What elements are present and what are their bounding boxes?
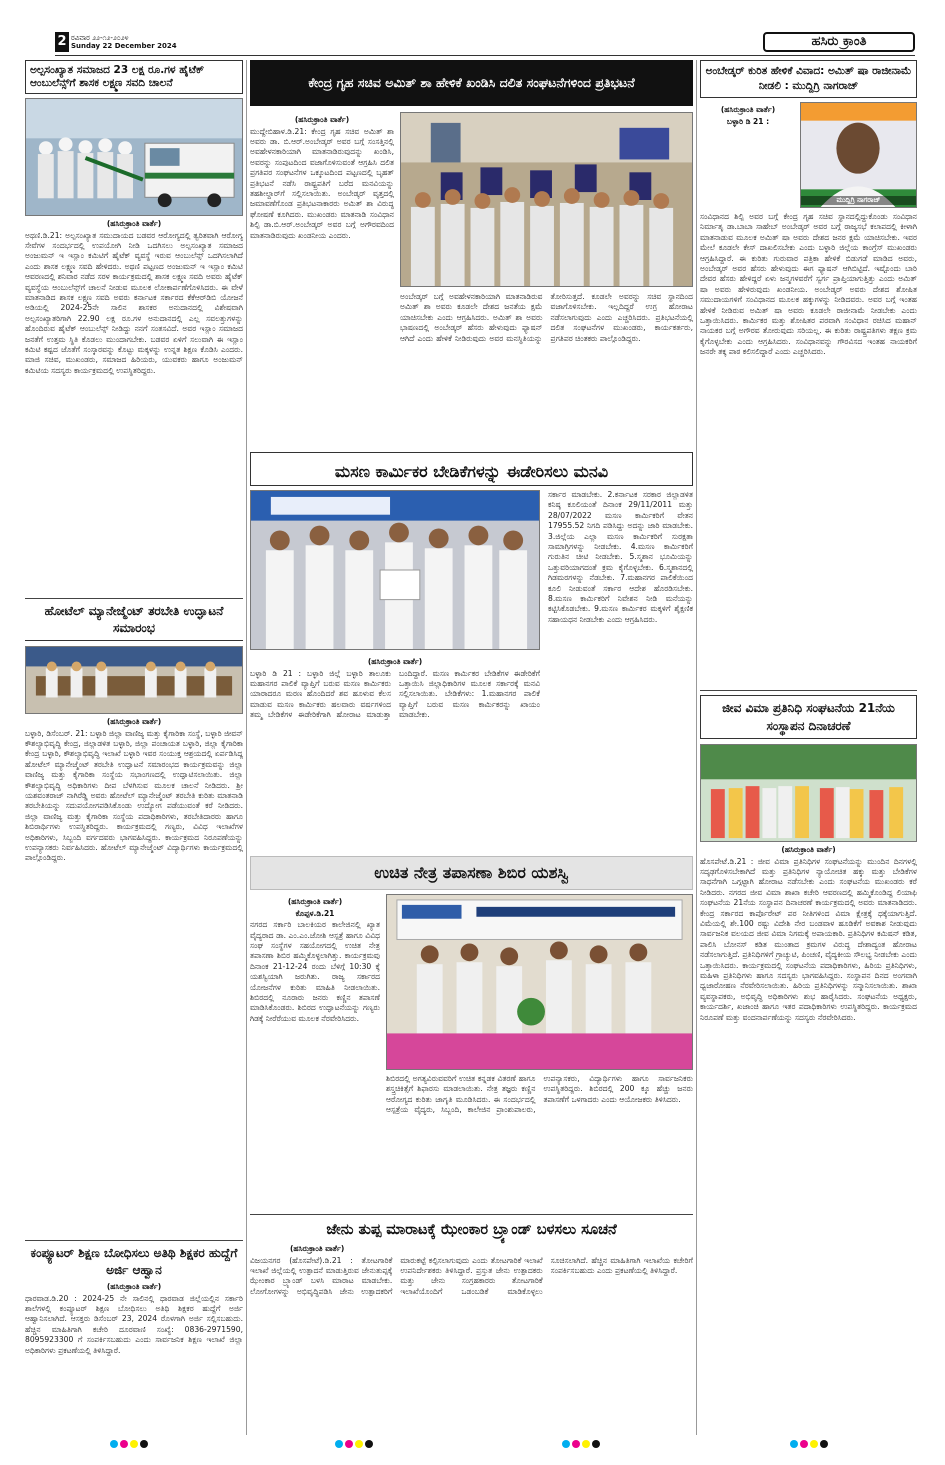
black-mark <box>820 1440 828 1448</box>
article-body: ಸಂವಿಧಾನದ ಶಿಲ್ಪಿ ಅವರ ಬಗ್ಗೆ ಕೇಂದ್ರ ಗೃಹ ಸಚಿವ ಸ್ಥಾನದಲ್ಲಿದ್ದುಕೊಂಡು ಸಂವಿಧಾನ ನಿರ್ಮಾತೃ ಡಾ.ಬಾಬಾ ಸಾಹೇಬ್ ಅಂಬೇಡ್ಕರ್ ಅವರ ಬಗ್ಗೆ ರಾಜ್ಯಸಭೆ ಕಲಾಪದಲ್ಲಿ ಕೀಳಾಗಿ ಮಾತನಾಡುವ ಮೂಲಕ ಅಮಿತ್ ಷಾ ಅವರು ದೇಶದ ಜನರ ಕ್ಷಮೆ ಯಾಚಿಸಬೇಕು. ಇವರ ಮೇಲೆ ಕೂಡಲೇ ಕೇಸ್ ದಾಖಲಿಸಬೇಕು ಎಂದು ಬಳ್ಳಾರಿ ಜಿಲ್ಲೆಯ ಕಾಂಗ್ರೆಸ್ ಮುಖಂಡರು ಆಗ್ರಹಿಸಿದ್ದಾರೆ. ಈ ಕುರಿತು ಗುರುವಾರ ಪತ್ರಿಕಾ ಹೇಳಿಕೆ ಬಿಡುಗಡೆ ಮಾಡಿದ ಅವರು, ಅಂಬೇಡ್ಕರ್ ಅವರ ಹೆಸರು ಹೇಳುವುದು ಈಗ ಫ್ಯಾಷನ್ ಆಗಿಬಿಟ್ಟಿದೆ. ಇಷ್ಟೊಂದು ಬಾರಿ ದೇವರ ಹೆಸರು ಹೇಳಿದ್ದರೆ ಏಳು ಜನ್ಮಗಳವರೆಗೆ ಸ್ವರ್ಗ ಪ್ರಾಪ್ತಿಯಾಗುತ್ತಿತ್ತು ಎಂದು ಅಮಿತ್ ಷಾ ಅವರು ಹೇಳಿರುವುದು ಖಂಡನೀಯ. ಅಂಬೇಡ್ಕರ್ ಅವರು ದೇಶದ ಶೋಷಿತ ಸಮುದಾಯಗಳಿಗೆ ಸಂವಿಧಾನದ ಮೂಲಕ ಹಕ್ಕುಗಳನ್ನು ನೀಡಿದವರು. ಅವರ ಬಗ್ಗೆ ಇಂತಹ ಹೇಳಿಕೆ ನೀಡಿರುವ ಅಮಿತ್ ಷಾ ಅವರು ಕೂಡಲೇ ರಾಜೀನಾಮೆ ನೀಡಬೇಕು ಎಂದು ಒತ್ತಾಯಿಸಿದರು. ಕಾರ್ಮಿಕರ ಮತ್ತು ಶೋಷಿತರ ಪರವಾಗಿ ಸಂವಿಧಾನ ರಚಿಸಿದ ಮಹಾನ್ ನಾಯಕರ ಬಗ್ಗೆ ಅಗೌರವ ತೋರುವುದು ಸರಿಯಲ್ಲ. ಈ ಕುರಿತು ರಾಷ್ಟ್ರಪತಿಗಳು ತಕ್ಷಣ ಕ್ರಮ ಕೈಗೊಳ್ಳಬೇಕು ಎಂದು ಆಗ್ರಹಿಸಿದರು. ಸಂವಿಧಾನವನ್ನು ಗೌರವಿಸದ ಇಂತಹ ನಾಯಕರಿಗೆ ಜನರೇ ತಕ್ಕ ಪಾಠ ಕಲಿಸಲಿದ್ದಾರೆ ಎಂದು ಎಚ್ಚರಿಸಿದರು. <box>700 212 917 357</box>
article-body: ಅಥಣಿ.ಡಿ.21: ಅಲ್ಪಸಂಖ್ಯಾತ ಸಮುದಾಯದ ಬಡವರ ಆರೋಗ್ಯದಲ್ಲಿ ತ್ವರಿತವಾಗಿ ಆರೋಗ್ಯ ಸೇವೆಗಳ ಸಂದರ್ಭದಲ್ಲಿ ಉಪಯೋಗಿ ನೀಡಿ ಒದಗಿಸಲು ಅಲ್ಪಸಂಖ್ಯಾತ ಸಮಾಜದ ಅಂಜುಮನ್ ಇ ಇಸ್ಲಾಂ ಕಮಿಟಿಗೆ ಹೈಟೆಕ್ ವ್ಯವಸ್ಥೆ ಇರುವ ಆಂಬುಲೆನ್ಸ್ ಒದಗಿಸಲಾಗಿದೆ ಎಂದು ಶಾಸಕ ಲಕ್ಷ್ಮಣ ಸವದಿ ಹೇಳಿದರು. ಅಥಣಿ ಪಟ್ಟಣದ ಅಂಜುಮನ್ ಇ ಇಸ್ಲಾಂ ಕಮಿಟಿ ಆವರಣದಲ್ಲಿ ಶನಿವಾರ ನಡೆದ ಸರಳ ಕಾರ್ಯಕ್ರಮದಲ್ಲಿ ಶಾಸಕ ಲಕ್ಷ್ಮಣ ಸವದಿ ಅವರು ಹೈಟೆಕ್ ವ್ಯವಸ್ಥೆಯ ಆಂಬುಲೆನ್ಸ್‌ಗೆ ಚಾಲನೆ ನೀಡುವ ಮೂಲಕ ಲೋಕಾರ್ಪಣೆಗೊಳಿಸಿದರು. ಈ ವೇಳೆ ಮಾತನಾಡಿದ ಶಾಸಕ ಲಕ್ಷ್ಮಣ ಸವದಿ ಅವರು ಕರ್ನಾಟಕ ಸರ್ಕಾರದ ಕೆಕೆಆರ್‌ಡಿಬಿ ಯೋಜನೆ ಅಡಿಯಲ್ಲಿ 2024-25ನೇ ಸಾಲಿನ ಶಾಸಕರ ಅನುದಾನದಲ್ಲಿ ವಿಶೇಷವಾಗಿ ಅಲ್ಪಸಂಖ್ಯಾತರಿಗಾಗಿ 22.90 ಲಕ್ಷ ರೂ.ಗಳ ಅನುದಾನದಲ್ಲಿ ಎಲ್ಲ ಸವಲತ್ತುಗಳನ್ನು ಹೊಂದಿರುವ ಹೈಟೆಕ್ ಆಂಬುಲೆನ್ಸ್ ನೀಡಿದ್ದು ನನಗೆ ಸಂತಸವಿದೆ. ಅವರ ಇಸ್ಲಾಂ ಸಮಾಜದ ಜನತೆಗೆ ಉತ್ತಮ ಸ್ಥಿತಿ ಕೊಡಲು ಮುಂದಾಗಬೇಕು. ಬಡವರ ಏಳಿಗೆ ಸಲುವಾಗಿ ಈ ಇಸ್ಲಾಂ ಕಮಿಟಿ ಕಷ್ಟದ ಜೊತೆಗೆ ಸಂಸ್ಕಾರವನ್ನು ಕೊಟ್ಟು ಮಕ್ಕಳನ್ನು ಉನ್ನತ ಶಿಕ್ಷಣ ಕೊಡಿಸಿ ಎಂದರು. ಮಾಜಿ ಸಚಿವ, ಮುಖಂಡರು, ಸಮಾಜದ ಹಿರಿಯರು, ಯುವಕರು ಹಾಗೂ ಅಂಜುಮನ್ ಕಮಿಟಿಯ ಸದಸ್ಯರು ಕಾರ್ಯಕ್ರಮದಲ್ಲಿ ಉಪಸ್ಥಿತರಿದ್ದರು. <box>25 230 243 375</box>
article-body: ಧಾರವಾಡ.ಡಿ.20 : 2024-25 ನೇ ಸಾಲಿನಲ್ಲಿ ಧಾರವಾಡ ಜಿಲ್ಲೆಯಲ್ಲಿನ ಸರ್ಕಾರಿ ಶಾಲೆಗಳಲ್ಲಿ ಕಂಪ್ಯೂಟರ್ ಶಿಕ್ಷಣ ಬೋಧಿಸಲು ಅತಿಥಿ ಶಿಕ್ಷಕರ ಹುದ್ದೆಗೆ ಅರ್ಜಿ ಆಹ್ವಾನಿಸಲಾಗಿದೆ. ಆಸಕ್ತರು ಡಿಸೆಂಬರ್ 23, 2024 ರೊಳಗಾಗಿ ಅರ್ಜಿ ಸಲ್ಲಿಸಬಹುದು. ಹೆಚ್ಚಿನ ಮಾಹಿತಿಗಾಗಿ ಕಚೇರಿ ದೂರವಾಣಿ ಸಂಖ್ಯೆ: 0836-2971590, 8095923300 ಗೆ ಸಂಪರ್ಕಿಸಬಹುದು ಎಂದು ಸಾರ್ವಜನಿಕ ಶಿಕ್ಷಣ ಇಲಾಖೆ ಜಿಲ್ಲಾ ಅಧಿಕಾರಿಗಳು ಪ್ರಕಟಣೆಯಲ್ಲಿ ತಿಳಿಸಿದ್ದಾರೆ. <box>25 1293 243 1355</box>
cyan-mark <box>562 1440 570 1448</box>
article-body: ಬಳ್ಳಾರಿ, ಡಿಸೆಂಬರ್. 21: ಬಳ್ಳಾರಿ ಜಿಲ್ಲಾ ವಾಣಿಜ್ಯ ಮತ್ತು ಕೈಗಾರಿಕಾ ಸಂಸ್ಥೆ, ಬಳ್ಳಾರಿ ಜೀವನ್ ಕೌಶಲ್ಯಾಭಿವೃದ್ಧಿ ಕೇಂದ್ರ, ಜಿಲ್ಲಾಡಳಿತ ಬಳ್ಳಾರಿ, ಜಿಲ್ಲಾ ಪಂಚಾಯತ ಬಳ್ಳಾರಿ, ಜಿಲ್ಲಾ ಕೈಗಾರಿಕಾ ಕೇಂದ್ರ ಬಳ್ಳಾರಿ, ಕೌಶಲ್ಯಾಭಿವೃದ್ಧಿ ಇಲಾಖೆ ಬಳ್ಳಾರಿ ಇವರ ಸಂಯುಕ್ತ ಆಶ್ರಯದಲ್ಲಿ ಏರ್ಪಡಿಸಿದ್ದ ಹೋಟೆಲ್ ಮ್ಯಾನೇಜ್ಮೆಂಟ್ ತರಬೇತಿ ಉದ್ಘಾಟನೆ ಸಮಾರಂಭದ ಕಾರ್ಯಕ್ರಮವನ್ನು ಜಿಲ್ಲಾ ವಾಣಿಜ್ಯ ಮತ್ತು ಕೈಗಾರಿಕಾ ಸಂಸ್ಥೆಯ ಸಭಾಂಗಣದಲ್ಲಿ ಉದ್ಘಾಟಿಸಲಾಯಿತು. ಜಿಲ್ಲಾ ಕೌಶಲ್ಯಾಭಿವೃದ್ಧಿ ಅಧಿಕಾರಿಗಳು ದೀಪ ಬೆಳಗಿಸುವ ಮೂಲಕ ಚಾಲನೆ ನೀಡಿದರು. ಶ್ರೀ ಯಶವಂತರಾಜ್ ನಾಗಿರೆಡ್ಡಿ ಅವರು ಹೋಟೆಲ್ ಮ್ಯಾನೇಜ್ಮೆಂಟ್ ತರಬೇತಿ ಕುರಿತು ಮಾತನಾಡಿ ತರಬೇತಿಯನ್ನು ಸದುಪಯೋಗಪಡಿಸಿಕೊಂಡು ಉದ್ಯೋಗ ಪಡೆಯುವಂತೆ ಕರೆ ನೀಡಿದರು. ಜಿಲ್ಲಾ ವಾಣಿಜ್ಯ ಮತ್ತು ಕೈಗಾರಿಕಾ ಸಂಸ್ಥೆಯ ಪದಾಧಿಕಾರಿಗಳು, ತರಬೇತಿದಾರರು ಹಾಗೂ ಶಿಬಿರಾರ್ಥಿಗಳು ಉಪಸ್ಥಿತರಿದ್ದರು. ಕಾರ್ಯಕ್ರಮದಲ್ಲಿ ಗಣ್ಯರು, ವಿವಿಧ ಇಲಾಖೆಗಳ ಅಧಿಕಾರಿಗಳು, ಸಿಬ್ಬಂದಿ ವರ್ಗದವರು ಭಾಗವಹಿಸಿದ್ದರು. ಕಾರ್ಯಕ್ರಮದ ನಿರೂಪಣೆಯನ್ನು ಉಪನ್ಯಾಸಕರು ನಿರ್ವಹಿಸಿದರು. ಹೋಟೆಲ್ ಮ್ಯಾನೇಜ್ಮೆಂಟ್ ವಿದ್ಯಾರ್ಥಿಗಳು ಕಾರ್ಯಕ್ರಮದಲ್ಲಿ ಪಾಲ್ಗೊಂಡಿದ್ದರು. <box>25 728 243 863</box>
article-byline: (ಹಸಿರುಕ್ರಾಂತಿ ವಾರ್ತೆ) <box>367 657 423 666</box>
article-dateline: ಬಳ್ಳಾರಿ ಡಿ 21 : <box>726 116 770 126</box>
article-byline: (ಹಸಿರುಕ್ರಾಂತಿ ವಾರ್ತೆ) <box>720 105 776 114</box>
article-byline: (ಹಸಿರುಕ್ರಾಂತಿ ವಾರ್ತೆ) <box>106 1282 162 1291</box>
article-headline: ಕೇಂದ್ರ ಗೃಹ ಸಚಿವ ಅಮಿತ್ ಶಾ ಹೇಳಿಕೆ ಖಂಡಿಸಿ ದಲಿತ ಸಂಘಟನೆಗಳಿಂದ ಪ್ರತಿಭಟನೆ <box>250 60 693 106</box>
article-headline: ಅಲ್ಪಸಂಖ್ಯಾತ ಸಮಾಜದ 23 ಲಕ್ಷ ರೂ.ಗಳ ಹೈಟೆಕ್ ಆಂಬುಲೆನ್ಸ್‌ಗೆ ಶಾಸಕ ಲಕ್ಷ್ಮಣ ಸವದಿ ಚಾಲನೆ <box>25 60 243 94</box>
portrait-caption: ಮುದ್ದಿಗ್ರಿ ನಾಗರಾಜ್ <box>801 196 916 205</box>
protest-photo <box>400 112 693 287</box>
article-lic-agents <box>700 690 917 1465</box>
yellow-mark <box>810 1440 818 1448</box>
article-crematorium-workers <box>250 452 693 838</box>
article-headline: ಕಂಪ್ಯೂಟರ್ ಶಿಕ್ಷಣ ಬೋಧಿಸಲು ಅತಿಥಿ ಶಿಕ್ಷಕರ ಹುದ್ದೆಗೆ ಅರ್ಜಿ ಆಹ್ವಾನ <box>30 1246 238 1277</box>
page-number: 2 <box>55 32 69 52</box>
article-body-left: ಮುದ್ದೇಬಿಹಾಳ.ಡಿ.21: ಕೇಂದ್ರ ಗೃಹ ಸಚಿವ ಅಮಿತ್ ಶಾ ಅವರು ಡಾ. ಬಿ.ಆರ್.ಅಂಬೇಡ್ಕರ್ ಅವರ ಬಗ್ಗೆ ಸಂಸತ್ತಿನಲ್ಲಿ ಅವಹೇಳನಕಾರಿಯಾಗಿ ಮಾತನಾಡಿರುವುದನ್ನು ಖಂಡಿಸಿ, ಅವರನ್ನು ಸಂಪುಟದಿಂದ ವಜಾಗೊಳಿಸುವಂತೆ ಆಗ್ರಹಿಸಿ ದಲಿತ ಪ್ರಗತಿಪರ ಸಂಘಟನೆಗಳ ಒಕ್ಕೂಟದಿಂದ ಪಟ್ಟಣದಲ್ಲಿ ಬೃಹತ್ ಪ್ರತಿಭಟನೆ ನಡೆಸಿ ರಾಷ್ಟ್ರಪತಿಗೆ ಬರೆದ ಮನವಿಯನ್ನು ತಹಶೀಲ್ದಾರ್‌ಗೆ ಸಲ್ಲಿಸಲಾಯಿತು. ಅಂಬೇಡ್ಕರ್ ವೃತ್ತದಲ್ಲಿ ಜಮಾವಣೆಗೊಂಡ ಪ್ರತಿಭಟನಾಕಾರರು ಅಮಿತ್ ಶಾ ವಿರುದ್ಧ ಘೋಷಣೆ ಕೂಗಿದರು. ಮುಖಂಡರು ಮಾತನಾಡಿ ಸಂವಿಧಾನ ಶಿಲ್ಪಿ ಡಾ.ಬಿ.ಆರ್.ಅಂಬೇಡ್ಕರ್ ಅವರ ಬಗ್ಗೆ ಅಗೌರವದಿಂದ ಮಾತನಾಡಿರುವುದು ಖಂಡನೀಯ ಎಂದರು. <box>250 126 394 240</box>
lic-agents-photo <box>700 744 917 842</box>
article-body: ಹೊಸಪೇಟೆ.ಡಿ.21 : ಜೀವ ವಿಮಾ ಪ್ರತಿನಿಧಿಗಳ ಸಂಘಟನೆಯನ್ನು ಮುಂದಿನ ದಿನಗಳಲ್ಲಿ ಸದೃಢಗೊಳಿಸಬೇಕಾಗಿದೆ ಮತ್ತು ಪ್ರತಿನಿಧಿಗಳ ನ್ಯಾಯೋಚಿತ ಹಕ್ಕು ಮತ್ತು ಬೇಡಿಕೆಗಳ ಸಾಧನೆಗಾಗಿ ಒಗ್ಗಟ್ಟಾಗಿ ಹೋರಾಟ ನಡೆಸಬೇಕು ಎಂದು ಸಂಘಟನೆಯ ಮುಖಂಡರು ಕರೆ ನೀಡಿದರು. ನಗರದ ಜೀವ ವಿಮಾ ಶಾಖಾ ಕಚೇರಿ ಆವರಣದಲ್ಲಿ ಹಮ್ಮಿಕೊಂಡಿದ್ದ ಲಿಯಾಫಿ ಸಂಘಟನೆಯ 21ನೆಯ ಸಂಸ್ಥಾಪನ ದಿನಾಚರಣೆ ಕಾರ್ಯಕ್ರಮದಲ್ಲಿ ಅವರು ಮಾತನಾಡಿದರು. ಕೇಂದ್ರ ಸರ್ಕಾರದ ಕಾರ್ಪೊರೇಟ್ ಪರ ನೀತಿಗಳಿಂದ ವಿಮಾ ಕ್ಷೇತ್ರಕ್ಕೆ ಧಕ್ಕೆಯಾಗುತ್ತಿದೆ. ವಿಮೆಯಲ್ಲಿ ಶೇ.100 ರಷ್ಟು ವಿದೇಶಿ ನೇರ ಬಂಡವಾಳ ಹೂಡಿಕೆಗೆ ಅವಕಾಶ ನೀಡುವುದು ಸಾರ್ವಜನಿಕ ವಲಯದ ಜೀವ ವಿಮಾ ನಿಗಮಕ್ಕೆ ಅಪಾಯಕಾರಿ. ಪ್ರತಿನಿಧಿಗಳ ಕಮಿಷನ್ ಕಡಿತ, ಪಾಲಿಸಿ ಬೋನಸ್ ಕಡಿತ ಮುಂತಾದ ಕ್ರಮಗಳ ವಿರುದ್ಧ ದೇಶಾದ್ಯಂತ ಹೋರಾಟ ನಡೆಸಲಾಗುತ್ತಿದೆ. ಪ್ರತಿನಿಧಿಗಳಿಗೆ ಗ್ರಾಚ್ಯುಟಿ, ಪಿಂಚಣಿ, ವೈದ್ಯಕೀಯ ಸೌಲಭ್ಯ ನೀಡಬೇಕು ಎಂದು ಒತ್ತಾಯಿಸಿದರು. ಕಾರ್ಯಕ್ರಮದಲ್ಲಿ ಸಂಘಟನೆಯ ಪದಾಧಿಕಾರಿಗಳು, ಹಿರಿಯ ಪ್ರತಿನಿಧಿಗಳು, ಮಹಿಳಾ ಪ್ರತಿನಿಧಿಗಳು ಹಾಗೂ ಸದಸ್ಯರು ಭಾಗವಹಿಸಿದ್ದರು. ಸಂಸ್ಥಾಪನ ದಿನದ ಅಂಗವಾಗಿ ಧ್ವಜಾರೋಹಣ ನೆರವೇರಿಸಲಾಯಿತು. ಹಿರಿಯ ಪ್ರತಿನಿಧಿಗಳನ್ನು ಸನ್ಮಾನಿಸಲಾಯಿತು. ಶಾಖಾ ವ್ಯವಸ್ಥಾಪಕರು, ಅಭಿವೃದ್ಧಿ ಅಧಿಕಾರಿಗಳು ಶುಭ ಹಾರೈಸಿದರು. ಸಂಘಟನೆಯ ಅಧ್ಯಕ್ಷರು, ಕಾರ್ಯದರ್ಶಿ, ಖಜಾಂಚಿ ಹಾಗೂ ಇತರ ಪದಾಧಿಕಾರಿಗಳು ಉಪಸ್ಥಿತರಿದ್ದರು. ಕಾರ್ಯಕ್ರಮದ ನಿರೂಪಣೆ ಮತ್ತು ವಂದನಾರ್ಪಣೆಯನ್ನು ಸದಸ್ಯರು ನೆರವೇರಿಸಿದರು. <box>700 856 917 1022</box>
yellow-mark <box>355 1440 363 1448</box>
registration-marks <box>790 1440 828 1448</box>
hotel-training-photo <box>25 646 243 714</box>
article-hotel-training <box>25 598 243 1209</box>
ambulance-photo <box>25 98 243 216</box>
article-headline: ಹೋಟೆಲ್ ಮ್ಯಾನೇಜ್ಮೆಂಟ್ ತರಬೇತಿ ಉದ್ಘಾಟನೆ ಸಮಾರಂಭ <box>25 603 243 641</box>
registration-marks <box>110 1440 148 1448</box>
article-body: ವಿಜಯನಗರ (ಹೊಸಪೇಟೆ).ಡಿ.21 : ತೋಟಗಾರಿಕೆ ಇಲಾಖೆ ಜಿಲ್ಲೆಯಲ್ಲಿ ಉತ್ಪಾದನೆ ಮಾಡುತ್ತಿರುವ ಜೇನುತುಪ್ಪಕ್ಕೆ ಝೇಂಕಾರ ಬ್ರ್ಯಾಂಡ್ ಬಳಸಿ ಮಾರಾಟ ಮಾಡಬೇಕು. ಲೋಗೋಗಳನ್ನು ಅಭಿವೃದ್ಧಿಪಡಿಸಿ ಜೇನು ಉತ್ಪಾದಕರಿಗೆ ಮಾರುಕಟ್ಟೆ ಕಲ್ಪಿಸಲಾಗುವುದು ಎಂದು ತೋಟಗಾರಿಕೆ ಇಲಾಖೆ ಉಪನಿರ್ದೇಶಕರು ತಿಳಿಸಿದ್ದಾರೆ. ಪ್ರಸ್ತುತ ಜೇನು ಉತ್ಪಾದಕರು ಮತ್ತು ಜೇನು ಸಂಗ್ರಹಕಾರರು ತೋಟಗಾರಿಕೆ ಇಲಾಖೆಯೊಂದಿಗೆ ಒಡಂಬಡಿಕೆ ಮಾಡಿಕೊಳ್ಳಲು ಸೂಚಿಸಲಾಗಿದೆ. ಹೆಚ್ಚಿನ ಮಾಹಿತಿಗಾಗಿ ಇಲಾಖೆಯ ಕಚೇರಿಗೆ ಸಂಪರ್ಕಿಸಬಹುದು ಎಂದು ಪ್ರಕಟಣೆಯಲ್ಲಿ ತಿಳಿಸಿದ್ದಾರೆ. <box>250 1255 693 1296</box>
registration-marks <box>562 1440 600 1448</box>
registration-marks <box>335 1440 373 1448</box>
eye-camp-photo <box>386 894 693 1070</box>
magenta-mark <box>345 1440 353 1448</box>
cyan-mark <box>790 1440 798 1448</box>
article-headline: ಮಸಣ ಕಾರ್ಮಿಕರ ಬೇಡಿಕೆಗಳನ್ನು ಈಡೇರಿಸಲು ಮನವಿ <box>250 452 693 486</box>
yellow-mark <box>130 1440 138 1448</box>
article-ambedkar-statement <box>700 60 917 402</box>
cyan-mark <box>110 1440 118 1448</box>
black-mark <box>365 1440 373 1448</box>
magenta-mark <box>572 1440 580 1448</box>
date-english: Sunday 22 December 2024 <box>71 42 177 50</box>
article-ambulance <box>25 60 243 533</box>
article-body-intro <box>700 142 796 210</box>
issue-date <box>71 34 177 50</box>
article-headline: ಅಂಬೇಡ್ಕರ್ ಕುರಿತ ಹೇಳಿಕೆ ವಿವಾದ: ಅಮಿತ್ ಷಾ ರಾಜೀನಾಮೆ ನೀಡಲಿ : ಮುದ್ದಿಗ್ರಿ ನಾಗರಾಜ್ <box>700 60 917 98</box>
article-honey-brand <box>250 1214 693 1354</box>
article-body-right: ಸರ್ಕಾರ ಮಾಡಬೇಕು. 2.ಕರ್ನಾಟಕ ಸರಕಾರ ಜಿಲ್ಲಾಡಳಿತ ಕನಿಷ್ಠ ಕೂಲಿಯಂತೆ ದಿನಾಂಕ 29/11/2011 ಮತ್ತು 28/07/2022 ಮಸಣ ಕಾರ್ಮಿಕರಿಗೆ ವೇತನ 17955.52 ನಿಗದಿ ಪಡಿಸಿದ್ದು ಅದನ್ನು ಜಾರಿ ಮಾಡಬೇಕು. 3.ಜಿಲ್ಲೆಯ ಎಲ್ಲಾ ಮಸಣ ಕಾರ್ಮಿಕರಿಗೆ ಸುರಕ್ಷತಾ ಸಾಮಾಗ್ರಿಗಳನ್ನು ನೀಡಬೇಕು. 4.ಮಸಣ ಕಾರ್ಮಿಕರಿಗೆ ಗುರುತಿನ ಚೀಟಿ ನೀಡಬೇಕು. 5.ಸ್ಮಶಾನ ಭೂಮಿಯನ್ನು ಒತ್ತುವರಿಯಾಗದಂತೆ ಕ್ರಮ ಕೈಗೊಳ್ಳಬೇಕು. 6.ಸ್ಮಶಾನದಲ್ಲಿ ಗಿಡಮರಗಳನ್ನು ನೆಡಬೇಕು. 7.ಮಹಾನಗರ ಪಾಲಿಕೆಯಿಂದ ಕೂಲಿ ನೀಡುವಂತೆ ಸರ್ಕಾರ ಆದೇಶ ಹೊರಡಿಸಬೇಕು. 8.ಮಸಣ ಕಾರ್ಮಿಕರಿಗೆ ನಿವೇಶನ ನೀಡಿ ಮನೆಯನ್ನು ಕಟ್ಟಿಸಿಕೊಡಬೇಕು. 9.ಮಸಣ ಕಾರ್ಮಿಕರ ಮಕ್ಕಳಿಗೆ ಶೈಕ್ಷಣಿಕ ಸಹಾಯಧನ ನೀಡಬೇಕು ಎಂದು ಆಗ್ರಹಿಸಿದರು. <box>548 490 693 624</box>
column-rule-right <box>696 60 697 1435</box>
magenta-mark <box>120 1440 128 1448</box>
column-rule-left <box>246 60 247 1435</box>
article-body-left: ನಗರದ ಸರ್ಕಾರಿ ಬಾಲಕಿಯರ ಕಾಲೇಜಿನಲ್ಲಿ ಖ್ಯಾತ ವೈದ್ಯರಾದ ಡಾ. ಎಂ.ಎಂ.ಜೋಶಿ ಆಸ್ಪತ್ರೆ ಹಾಗೂ ವಿವಿಧ ಸಂಘ ಸಂಸ್ಥೆಗಳ ಸಹಯೋಗದಲ್ಲಿ ಉಚಿತ ನೇತ್ರ ತಪಾಸಣಾ ಶಿಬಿರ ಹಮ್ಮಿಕೊಳ್ಳಲಾಗಿತ್ತು. ಕಾರ್ಯಕ್ರಮವು ದಿನಾಂಕ 21-12-24 ರಂದು ಬೆಳಿಗ್ಗೆ 10:30 ಕ್ಕೆ ಯಶಸ್ವಿಯಾಗಿ ಜರುಗಿತು. ರಾಜ್ಯ ಸರ್ಕಾರದ ಯೋಜನೆಗಳ ಕುರಿತು ಮಾಹಿತಿ ನೀಡಲಾಯಿತು. ಶಿಬಿರದಲ್ಲಿ ನೂರಾರು ಜನರು ಕಣ್ಣಿನ ತಪಾಸಣೆ ಮಾಡಿಸಿಕೊಂಡರು. ಶಿಬಿರದ ಉದ್ಘಾಟನೆಯನ್ನು ಗಣ್ಯರು ಗಿಡಕ್ಕೆ ನೀರೆರೆಯುವ ಮೂಲಕ ನೆರವೇರಿಸಿದರು. <box>250 920 380 1023</box>
black-mark <box>592 1440 600 1448</box>
article-eye-camp <box>250 856 693 1206</box>
crematorium-memo-photo <box>250 490 540 650</box>
black-mark <box>140 1440 148 1448</box>
article-byline: (ಹಸಿರುಕ್ರಾಂತಿ ವಾರ್ತೆ) <box>290 1244 345 1253</box>
article-amit-shah-protest <box>250 60 693 442</box>
article-body-right: ಶಿಬಿರದಲ್ಲಿ ಅಗತ್ಯವಿರುವವರಿಗೆ ಉಚಿತ ಕನ್ನಡಕ ವಿತರಣೆ ಹಾಗೂ ಶಸ್ತ್ರಚಿಕಿತ್ಸೆಗೆ ಶಿಫಾರಸು ಮಾಡಲಾಯಿತು. ನೇತ್ರ ತಜ್ಞರು ಕಣ್ಣಿನ ಆರೋಗ್ಯದ ಕುರಿತು ಜಾಗೃತಿ ಮೂಡಿಸಿದರು. ಈ ಸಂದರ್ಭದಲ್ಲಿ ಆಸ್ಪತ್ರೆಯ ವೈದ್ಯರು, ಸಿಬ್ಬಂದಿ, ಕಾಲೇಜಿನ ಪ್ರಾಂಶುಪಾಲರು, ಉಪನ್ಯಾಸಕರು, ವಿದ್ಯಾರ್ಥಿಗಳು ಹಾಗೂ ಸಾರ್ವಜನಿಕರು ಉಪಸ್ಥಿತರಿದ್ದರು. ಶಿಬಿರದಲ್ಲಿ 200 ಕ್ಕೂ ಹೆಚ್ಚು ಜನರು ತಪಾಸಣೆಗೆ ಒಳಗಾದರು ಎಂದು ಆಯೋಜಕರು ತಿಳಿಸಿದರು. <box>386 1074 693 1115</box>
magenta-mark <box>800 1440 808 1448</box>
article-headline: ಜೇನು ತುಪ್ಪ ಮಾರಾಟಕ್ಕೆ ಝೇಂಕಾರ ಬ್ರ್ಯಾಂಡ್ ಬಳಸಲು ಸೂಚನೆ <box>326 1222 617 1238</box>
article-computer-teacher <box>25 1240 243 1434</box>
yellow-mark <box>582 1440 590 1448</box>
article-body-right: ಅಂಬೇಡ್ಕರ್ ಬಗ್ಗೆ ಅವಹೇಳನಕಾರಿಯಾಗಿ ಮಾತನಾಡಿರುವ ಅಮಿತ್ ಶಾ ಅವರು ಕೂಡಲೇ ದೇಶದ ಜನತೆಯ ಕ್ಷಮೆ ಯಾಚಿಸಬೇಕು ಎಂದು ಆಗ್ರಹಿಸಿದರು. ಅಮಿತ್ ಶಾ ಅವರು ಭಾಷಣದಲ್ಲಿ ಅಂಬೇಡ್ಕರ್ ಹೆಸರು ಹೇಳುವುದು ಫ್ಯಾಷನ್ ಆಗಿದೆ ಎಂದು ಹೇಳಿಕೆ ನೀಡಿರುವುದು ಅವರ ಮನಸ್ಥಿತಿಯನ್ನು ತೋರಿಸುತ್ತದೆ. ಕೂಡಲೇ ಅವರನ್ನು ಸಚಿವ ಸ್ಥಾನದಿಂದ ವಜಾಗೊಳಿಸಬೇಕು. ಇಲ್ಲದಿದ್ದರೆ ಉಗ್ರ ಹೋರಾಟ ನಡೆಸಲಾಗುವುದು ಎಂದು ಎಚ್ಚರಿಸಿದರು. ಪ್ರತಿಭಟನೆಯಲ್ಲಿ ದಲಿತ ಸಂಘಟನೆಗಳ ಮುಖಂಡರು, ಕಾರ್ಯಕರ್ತರು, ಪ್ರಗತಿಪರ ಚಿಂತಕರು ಪಾಲ್ಗೊಂಡಿದ್ದರು. <box>400 292 693 343</box>
masthead <box>55 32 915 52</box>
article-byline: (ಹಸಿರುಕ್ರಾಂತಿ ವಾರ್ತೆ) <box>781 845 836 854</box>
paper-name: ಹಸಿರು ಕ್ರಾಂತಿ <box>763 32 915 52</box>
article-body-left: ಬಳ್ಳಾರಿ ಡಿ 21 : ಬಳ್ಳಾರಿ ಜಿಲ್ಲೆ ಬಳ್ಳಾರಿ ತಾಲೂಕು ಮಹಾನಗರ ಪಾಲಿಕೆ ವ್ಯಾಪ್ತಿಗೆ ಬರುವ ಮಸಣ ಕಾರ್ಮಿಕರು ಯಾರಾದರೂ ಮರಣ ಹೊಂದಿದರೆ ಶವ ಹೂಳುವ ಕೆಲಸ ಮಾಡುವ ಮಸಣ ಕಾರ್ಮಿಕರು ಹಲವಾರು ವರ್ಷಗಳಿಂದ ತಮ್ಮ ಬೇಡಿಕೆಗಳ ಈಡೇರಿಕೆಗಾಗಿ ಹೋರಾಟ ಮಾಡುತ್ತಾ ಬಂದಿದ್ದಾರೆ. ಮಸಣ ಕಾರ್ಮಿಕರ ಬೇಡಿಕೆಗಳ ಈಡೇರಿಕೆಗೆ ಒತ್ತಾಯಿಸಿ ಜಿಲ್ಲಾಧಿಕಾರಿಗಳ ಮೂಲಕ ಸರ್ಕಾರಕ್ಕೆ ಮನವಿ ಸಲ್ಲಿಸಲಾಯಿತು. ಬೇಡಿಕೆಗಳು: 1.ಮಹಾನಗರ ಪಾಲಿಕೆ ವ್ಯಾಪ್ತಿಗೆ ಬರುವ ಮಸಣ ಕಾರ್ಮಿಕರನ್ನು ಖಾಯಂ ಮಾಡಬೇಕು. <box>250 668 540 720</box>
article-byline: (ಹಸಿರುಕ್ರಾಂತಿ ವಾರ್ತೆ) <box>287 897 343 906</box>
portrait-photo <box>800 102 917 208</box>
article-headline: ಜೀವ ವಿಮಾ ಪ್ರತಿನಿಧಿ ಸಂಘಟನೆಯ 21ನೆಯ ಸಂಸ್ಥಾಪನ ದಿನಾಚರಣೆ <box>700 695 917 739</box>
cyan-mark <box>335 1440 343 1448</box>
date-kannada: ರವಿವಾರ ೨೨-೧೨-೨೦೨೪ <box>71 34 129 42</box>
article-byline: (ಹಸಿರುಕ್ರಾಂತಿ ವಾರ್ತೆ) <box>106 219 162 228</box>
article-byline: (ಹಸಿರುಕ್ರಾಂತಿ ವಾರ್ತೆ) <box>294 115 350 124</box>
article-byline: (ಹಸಿರುಕ್ರಾಂತಿ ವಾರ್ತೆ) <box>106 717 162 726</box>
masthead-rule <box>55 55 915 56</box>
article-headline: ಉಚಿತ ನೇತ್ರ ತಪಾಸಣಾ ಶಿಬಿರ ಯಶಸ್ವಿ <box>250 856 693 890</box>
article-dateline: ಕೊಪ್ಪಳ.ಡಿ.21 <box>295 908 335 918</box>
